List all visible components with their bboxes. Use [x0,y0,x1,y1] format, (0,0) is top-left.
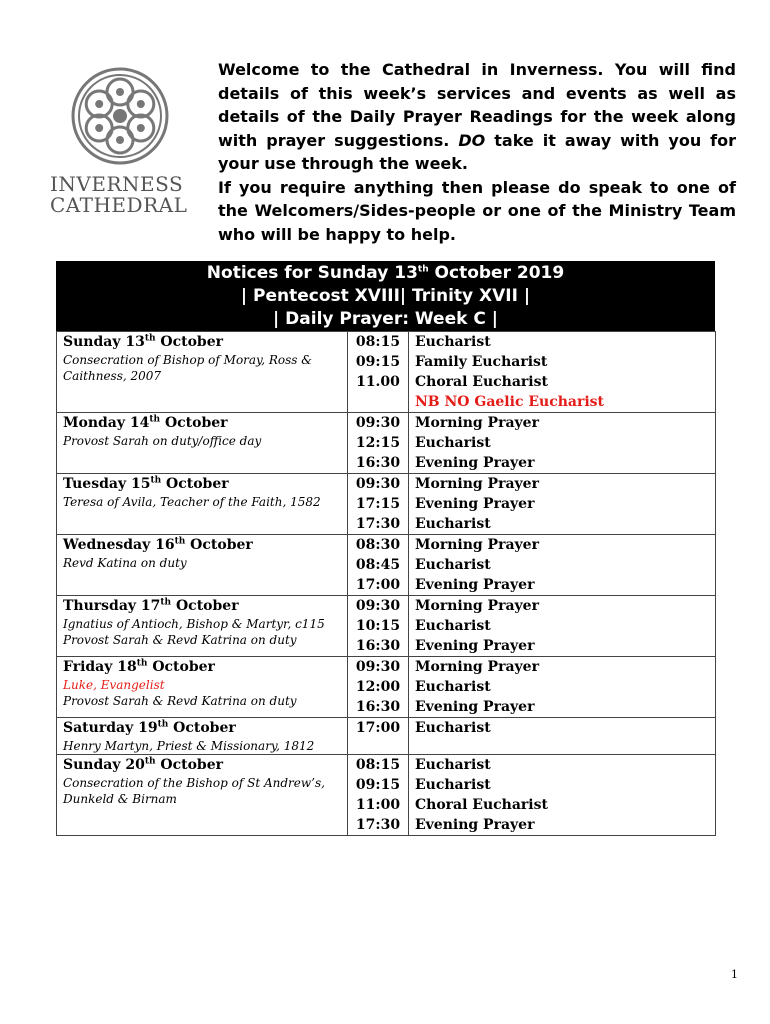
service-label: Eucharist [415,679,491,695]
service-time: 16:30 [355,455,401,471]
service-time: 09:15 [355,777,401,793]
day-name: Tuesday 15th October [63,475,229,492]
service-label: Evening Prayer [415,638,535,654]
service-time: 08:15 [355,757,401,773]
service-time: 09:30 [355,415,401,431]
day-name: Thursday 17th October [63,597,239,614]
banner-title: Notices for Sunday 13th October 2019 [206,263,565,283]
service-time: 12:15 [355,435,401,451]
day-note: Consecration of the Bishop of St Andrew’s, Dunkeld & Birnam [63,776,325,806]
logo-wordmark [50,174,190,216]
service-label: Eucharist [415,757,491,773]
service-time: 09:30 [355,476,401,492]
service-time: 16:30 [355,638,401,654]
time-cell [348,718,409,755]
day-row [57,474,716,535]
day-cell [57,718,348,755]
service-label: Morning Prayer [415,598,539,614]
service-cell [409,755,716,836]
service-time: 09:30 [355,598,401,614]
service-time: 17:30 [355,516,401,532]
service-cell [409,596,716,657]
service-time: 17:30 [355,817,401,833]
day-name: Wednesday 16th October [63,536,253,553]
service-time: 11.00 [356,374,400,390]
time-cell [348,474,409,535]
service-label: Eucharist [415,777,491,793]
service-schedule [56,331,716,836]
day-row [57,413,716,474]
service-label: Morning Prayer [415,659,539,675]
service-label: Eucharist [415,516,491,532]
banner-week: | Daily Prayer: Week C | [273,309,498,329]
day-note: Provost Sarah on duty/office day [63,434,262,448]
service-time: 17:00 [355,720,401,736]
service-label: Eucharist [415,557,491,573]
day-name: Sunday 13th October [63,333,224,350]
day-cell [57,535,348,596]
day-note: Henry Martyn, Priest & Missionary, 1812 [63,739,315,753]
day-row [57,718,716,755]
day-row [57,535,716,596]
service-time: 16:30 [355,699,401,715]
service-label: Morning Prayer [415,537,539,553]
service-time: 09:15 [355,354,401,370]
time-cell [348,413,409,474]
service-label: Morning Prayer [415,415,539,431]
day-note: Ignatius of Antioch, Bishop & Martyr, c115 [63,617,325,631]
service-label: Evening Prayer [415,699,535,715]
service-time: 12:00 [355,679,401,695]
day-cell [57,657,348,718]
service-label: Choral Eucharist [415,374,548,390]
service-time: 17:15 [355,496,401,512]
day-row [57,657,716,718]
service-cell [409,535,716,596]
day-name: Sunday 20th October [63,756,224,773]
time-cell [348,332,409,413]
day-note: Luke, Evangelist [63,678,165,692]
service-time [348,392,408,412]
day-cell [57,413,348,474]
service-label: NB NO Gaelic Eucharist [415,394,605,410]
day-row [57,332,716,413]
welcome-paragraph: Welcome to the Cathedral in Inverness. You will find details of this week’s services and events as well as details of the Daily Prayer Readings for the week along with prayer suggestions. DO take it away with you for your use through the week. [218,60,737,173]
time-cell [348,657,409,718]
day-note: Revd Katina on duty [63,556,187,570]
day-note: Provost Sarah & Revd Katrina on duty [63,633,297,647]
service-cell [409,718,716,755]
help-paragraph: If you require anything then please do speak to one of the Welcomers/Sides-people or one of the Ministry Team who will be happy to help. [218,177,736,244]
service-label: Eucharist [415,720,491,736]
service-cell [409,413,716,474]
service-time: 08:15 [355,334,401,350]
time-cell [348,535,409,596]
service-cell [409,332,716,413]
day-note: Teresa of Avila, Teacher of the Faith, 1582 [63,495,321,509]
logo-line-2: CATHEDRAL [50,193,188,217]
service-label: Eucharist [415,618,491,634]
day-note: Provost Sarah & Revd Katrina on duty [63,694,297,708]
service-time: 17:00 [355,577,401,593]
service-time: 09:30 [355,659,401,675]
welcome-message [218,58,736,246]
service-label: Morning Prayer [415,476,539,492]
page-number: 1 [731,968,738,981]
service-cell [409,657,716,718]
logo-line-1: INVERNESS [50,172,184,196]
time-cell [348,755,409,836]
service-label: Evening Prayer [415,455,535,471]
service-label: Evening Prayer [415,577,535,593]
day-row [57,755,716,836]
service-label: Evening Prayer [415,817,535,833]
service-time: 08:30 [355,537,401,553]
service-time: 11:00 [355,797,401,813]
time-cell [348,596,409,657]
day-note: Consecration of Bishop of Moray, Ross & Caithness, 2007 [63,353,312,383]
day-name: Friday 18th October [63,658,215,675]
service-label: Evening Prayer [415,496,535,512]
service-label: Family Eucharist [415,354,548,370]
day-row [57,596,716,657]
day-cell [57,755,348,836]
service-label: Eucharist [415,435,491,451]
service-cell [409,474,716,535]
day-cell [57,474,348,535]
service-time: 08:45 [355,557,401,573]
day-name: Monday 14th October [63,414,228,431]
service-label: Eucharist [415,334,491,350]
notices-banner [56,261,715,331]
service-label: Choral Eucharist [415,797,548,813]
service-time: 10:15 [355,618,401,634]
day-cell [57,596,348,657]
rose-window-icon [70,66,170,166]
cathedral-logo [50,66,190,216]
banner-season: | Pentecost XVIII| Trinity XVII | [240,286,531,306]
day-cell [57,332,348,413]
day-name: Saturday 19th October [63,719,236,736]
